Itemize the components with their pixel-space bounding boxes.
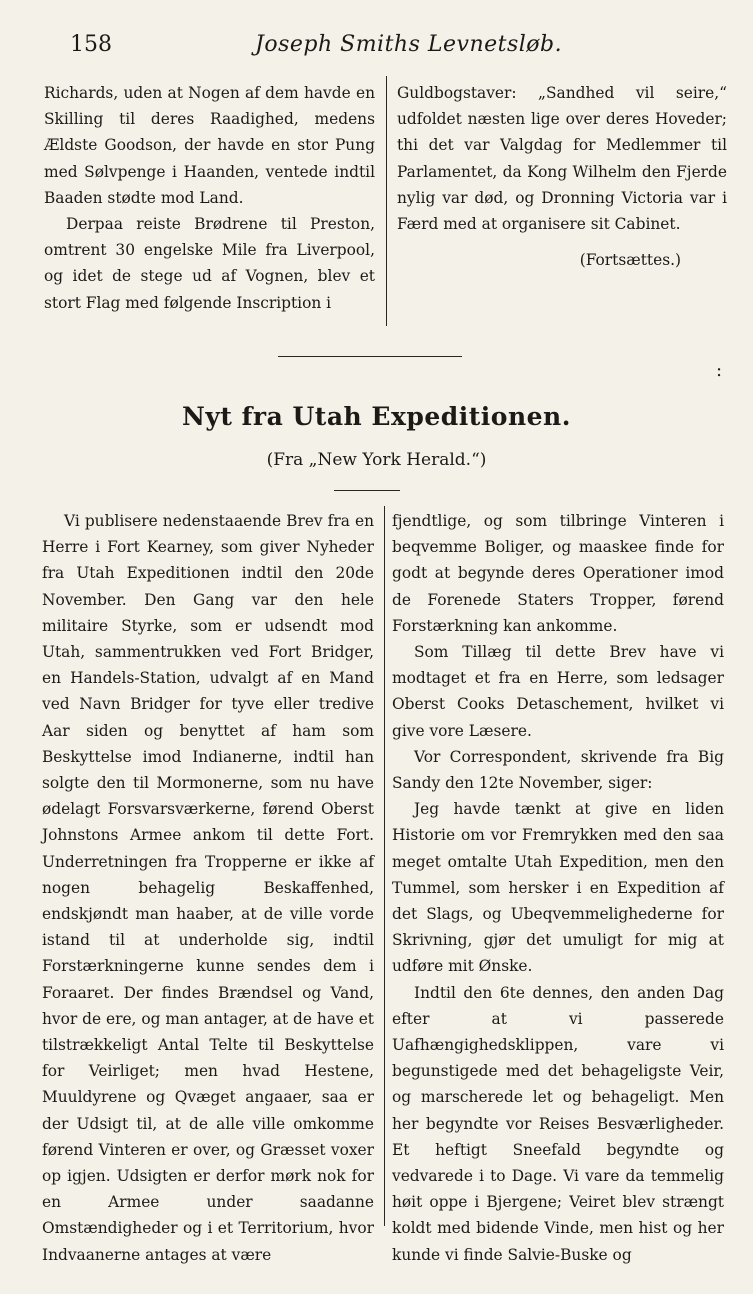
paragraph: Indtil den 6te dennes, den anden Dag efter at vi passerede Uafhængighedsklippen, vare vi begunstigede med det behageligste Veir, og marscherede let og behageligt. Men her begyndte vor Reises Besværligheder. Et heftigt Sneefald begyndte og vedvarede i to Dage. Vi vare da temmelig høit oppe i Bjergene; Veiret blev strængt koldt med bidende Vinde, men hist og her kunde vi finde Salvie-Buske og — [392, 983, 724, 1264]
title-rule — [334, 490, 400, 491]
article-title: Nyt fra Utah Expeditionen. — [182, 402, 571, 431]
paragraph: Jeg havde tænkt at give en liden Historie om vor Fremrykken med den saa meget omtalte Utah Expedition, men den Tummel, som hersker i en Expedition af det Slags, og Ubeqvemmelighederne for Skrivning, gjør det umuligt for mig at udføre mit Ønske. — [392, 800, 724, 976]
paragraph: Vi publisere nedenstaaende Brev fra en Herre i Fort Kearney, som giver Nyheder fra Utah Expeditionen indtil den 20de November. Den Gang var den hele militaire Styrke, som er udsendt mod Utah, sammentrukken ved Fort Bridger, en Handels-Station, udvalgt af en Mand ved Navn Bridger for tyve eller tredive Aar siden og benyttet af ham som Beskyttelse imod Indianerne, indtil han solgte den til Mormonerne, som nu have ødelagt Forsvarsværkerne, førend Oberst Johnstons Armee ankom til dette Fort. Underretningen fra Tropperne er ikke af nogen behagelig Beskaffenhed, endskjøndt man haaber, at de ville vorde istand til at underholde sig, indtil Forstærkningerne kunne sendes dem i Foraaret. Der findes Brændsel og Vand, hvor de ere, og man antager, at de have et tilstrækkeligt Antal Telte til Beskyttelse for Veirliget; men hvad Hestene, Muuldyrene og Qvæget angaaer, saa er der Udsigt til, at de alle ville omkomme førend Vinteren er over, og Græsset voxer op igjen. Udsigten er derfor mørk nok for en Armee under saadanne Omstændigheder og i et Territorium, hvor Indvaanerne antages at være — [42, 512, 374, 1264]
page-header — [0, 32, 753, 66]
paragraph: Som Tillæg til dette Brev have vi modtaget et fra en Herre, som ledsager Oberst Cooks Detaschement, hvilket vi give vore Læsere. — [392, 643, 724, 740]
top-right-column — [397, 80, 727, 273]
column-divider — [386, 76, 387, 326]
paragraph: Richards, uden at Nogen af dem havde en Skilling til deres Raadighed, medens Ældste Goodson, der havde en stor Pung med Sølvpenge i Haanden, ventede indtil Baaden stødte mod Land. — [44, 84, 375, 207]
running-title: Joseph Smiths Levnetsløb. — [255, 32, 563, 57]
column-divider — [384, 506, 385, 1226]
top-left-column — [44, 80, 375, 316]
article-source: (Fra „New York Herald.“) — [266, 450, 487, 470]
section-separator — [278, 356, 462, 357]
article-right-column — [392, 508, 724, 1268]
continued-note: (Fortsættes.) — [579, 251, 681, 270]
paragraph: Vor Correspondent, skrivende fra Big Sandy den 12te November, siger: — [392, 747, 724, 793]
stray-mark: : — [716, 360, 723, 381]
paragraph: Guldbogstaver: „Sandhed vil seire,“ udfoldet næsten lige over deres Hoveder; thi det var Valgdag for Medlemmer til Parlamentet, da Kong Wilhelm den Fjerde nylig var død, og Dronning Victoria var i Færd med at organisere sit Cabinet. — [397, 84, 727, 234]
article-left-column — [42, 508, 374, 1268]
paragraph: Derpaa reiste Brødrene til Preston, omtrent 30 engelske Mile fra Liverpool, og idet de stege ud af Vognen, blev et stort Flag med følgende Inscription i — [44, 215, 375, 312]
page-number: 158 — [70, 32, 112, 57]
paragraph: fjendtlige, og som tilbringe Vinteren i beqvemme Boliger, og maaskee finde for godt at begynde deres Operationer imod de Forenede Staters Tropper, førend Forstærkning kan ankomme. — [392, 512, 724, 635]
